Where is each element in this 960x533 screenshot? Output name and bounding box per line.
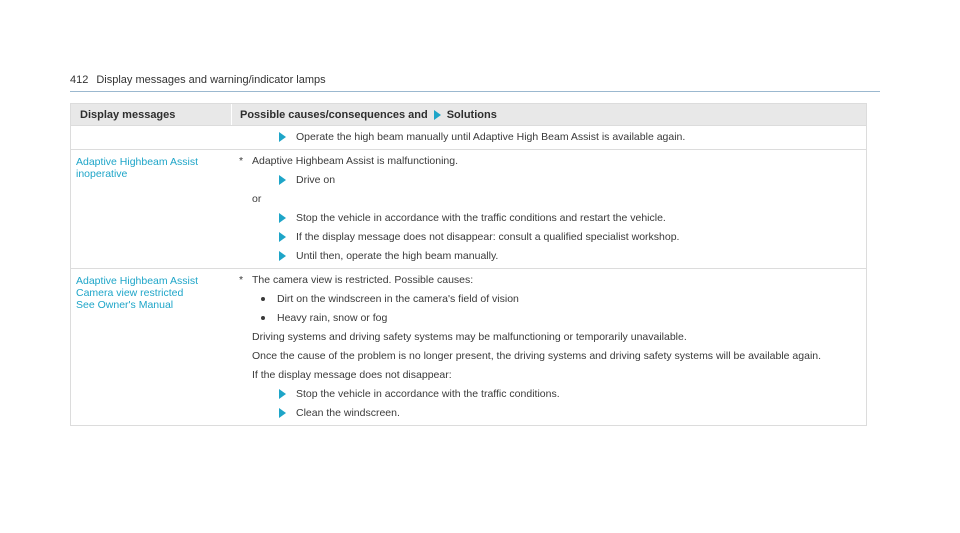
bullet-dot-icon	[261, 297, 265, 301]
table-body	[71, 125, 866, 425]
display-message-line: Camera view restricted	[76, 287, 184, 299]
page-header	[70, 74, 880, 86]
paragraph: If the display message does not disappear:	[252, 369, 452, 381]
display-message-line: See Owner's Manual	[76, 299, 174, 311]
table-row	[71, 268, 866, 425]
cause-line	[239, 155, 858, 167]
arrow-right-icon	[279, 389, 286, 399]
causes-solutions	[231, 150, 866, 268]
messages-table	[70, 103, 867, 426]
solution-text: Operate the high beam manually until Adaptive High Beam Assist is available again.	[296, 131, 686, 143]
solution-text: If the display message does not disappear: consult a qualified specialist workshop.	[296, 231, 680, 243]
solution-step	[239, 212, 858, 224]
causes-solutions	[231, 126, 866, 149]
solution-step	[239, 407, 858, 419]
display-message-line: Adaptive Highbeam Assist	[76, 156, 198, 168]
col-header-solutions-label: Solutions	[446, 108, 497, 121]
solution-text: Until then, operate the high beam manually.	[296, 250, 499, 262]
bullet-text: Heavy rain, snow or fog	[277, 312, 388, 324]
paragraph: or	[252, 193, 262, 205]
solution-text: Stop the vehicle in accordance with the traffic conditions and restart the vehicle.	[296, 212, 666, 224]
solution-text: Drive on	[296, 174, 336, 186]
cause-text: The camera view is restricted. Possible causes:	[252, 274, 474, 286]
paragraph: Once the cause of the problem is no longer present, the driving systems and driving safety systems will be available again.	[252, 350, 822, 362]
solution-step	[239, 131, 858, 143]
arrow-right-icon	[279, 213, 286, 223]
paragraph: Driving systems and driving safety systems may be malfunctioning or temporarily unavailable.	[252, 331, 687, 343]
cause-marker: *	[239, 155, 244, 167]
header-divider	[70, 91, 880, 92]
solution-step	[239, 250, 858, 262]
arrow-right-icon	[279, 408, 286, 418]
page-number: 412	[70, 74, 89, 86]
arrow-right-icon	[279, 232, 286, 242]
display-message-line: Adaptive Highbeam Assist	[76, 275, 198, 287]
display-message-line: inoperative	[76, 168, 128, 180]
col-header-causes	[232, 109, 866, 121]
cause-bullet	[239, 293, 858, 305]
arrow-right-icon	[279, 251, 286, 261]
solution-step	[239, 231, 858, 243]
table-row	[71, 149, 866, 268]
solution-text: Stop the vehicle in accordance with the traffic conditions.	[296, 388, 560, 400]
page-title: Display messages and warning/indicator lamps	[96, 74, 326, 86]
col-header-causes-label: Possible causes/consequences and	[240, 108, 428, 121]
display-message	[71, 126, 231, 149]
solution-step	[239, 174, 858, 186]
causes-solutions	[231, 269, 866, 425]
arrow-right-icon	[279, 132, 286, 142]
display-message	[71, 269, 231, 425]
arrow-right-icon	[434, 110, 441, 120]
col-header-messages: Display messages	[80, 108, 176, 121]
cause-bullet	[239, 312, 858, 324]
cause-marker: *	[239, 274, 244, 286]
table-row	[71, 125, 866, 149]
bullet-dot-icon	[261, 316, 265, 320]
display-message	[71, 150, 231, 268]
cause-text: Adaptive Highbeam Assist is malfunctioning.	[252, 155, 459, 167]
solution-text: Clean the windscreen.	[296, 407, 400, 419]
arrow-right-icon	[279, 175, 286, 185]
bullet-text: Dirt on the windscreen in the camera's field of vision	[277, 293, 519, 305]
solution-step	[239, 388, 858, 400]
cause-line	[239, 274, 858, 286]
table-header	[71, 104, 866, 125]
